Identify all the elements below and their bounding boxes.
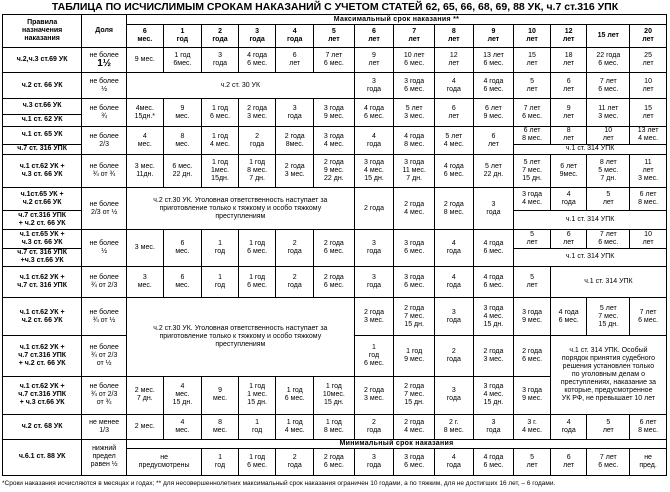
term-cell: 1 год <box>238 414 276 439</box>
term-cell: 3 года <box>473 188 514 230</box>
term-cell: 3 года 4 мес. 15 дн. <box>473 298 514 335</box>
share-cell: не более ½ <box>82 73 127 99</box>
term-cell: 3 мес. <box>127 267 164 298</box>
term-cell: 5 лет <box>514 448 551 475</box>
page-title: ТАБЛИЦА ПО ИСЧИСЛИМЫМ СРОКАМ НАКАЗАНИЙ С УЧЕТОМ СТАТЕЙ 62, 65, 66, 68, 69, 88 УК, ч.7 ст.316 УПК <box>51 1 619 13</box>
term-cell: 6 лет <box>550 229 587 248</box>
term-cell: 3 мес. <box>127 229 164 266</box>
header-term: 7 лет <box>394 25 435 48</box>
term-cell: 8 лет <box>550 127 587 145</box>
term-cell: 5 лет <box>587 414 630 439</box>
term-cell: 4 года <box>434 73 473 99</box>
term-cell: 1 год <box>202 448 239 475</box>
term-cell: 1 год 6 мес. <box>238 229 276 266</box>
rule-cell: ч.2,ч.3 ст.69 УК <box>3 48 82 73</box>
rule-cell: ч.3 ст.66 УК <box>3 99 82 115</box>
rule-cell: ч.1 ст.62 УК + ч.2 ст. 66 УК <box>3 298 82 335</box>
note-cell: ч.2 ст. 30 УК <box>127 73 355 99</box>
term-cell: 4 года 6 мес. <box>473 229 514 266</box>
na-cell: не пред. <box>630 448 667 475</box>
term-cell: 1 год 6 мес. <box>276 377 314 414</box>
header-min-term: Минимальный срок наказания <box>127 439 667 448</box>
term-cell: 4 года <box>434 229 473 266</box>
term-cell: 2 года <box>354 188 394 230</box>
term-cell: 2 года 7 мес. 15 дн. <box>394 377 435 414</box>
term-cell: 5 лет 7 мес. 15 дн. <box>514 155 551 188</box>
term-cell: 6 лет 9мес. <box>550 155 587 188</box>
term-cell: 7 лет 6 мес. <box>587 73 630 99</box>
term-cell: 2 года 8 мес. <box>434 188 473 230</box>
share-cell: не более 2/3 от ½ <box>82 188 127 230</box>
term-cell: 7 лет 6 мес. <box>587 229 630 248</box>
header-term: 1 год <box>163 25 202 48</box>
share-cell: не более ¾ от ¾ <box>82 155 127 188</box>
term-cell: 5 лет 3 мес. <box>394 99 435 127</box>
header-term: 2 года <box>202 25 239 48</box>
share-cell: не более ¾ <box>82 99 127 127</box>
term-cell: 3 мес. 11дн. <box>127 155 164 188</box>
term-cell: 1 год 1 мес. 15 дн. <box>238 377 276 414</box>
term-cell: 12 лет <box>434 48 473 73</box>
term-cell: 1 год 4 мес. <box>276 414 314 439</box>
term-cell: 3 года 4 мес. 15 дн. <box>354 155 394 188</box>
header-term: 6 мес. <box>127 25 164 48</box>
term-cell: 5 лет 4 мес. <box>434 127 473 155</box>
rule-cell: ч.2 ст. 66 УК <box>3 73 82 99</box>
share-cell: не более 2/3 <box>82 127 127 155</box>
term-cell: 6 мес. <box>163 267 202 298</box>
term-cell: 2 года 3 мес. <box>276 155 314 188</box>
term-cell: 3 года 9 мес. <box>514 377 551 414</box>
term-cell: 2 года 6 мес. <box>314 229 355 266</box>
term-cell: 10 лет 6 мес. <box>394 48 435 73</box>
term-cell: 4 года 8 мес. <box>394 127 435 155</box>
term-cell: 1 год 8 мес. 7 дн. <box>238 155 276 188</box>
rule-cell: ч.1ст.65 УК + ч.2 ст.66 УК <box>3 188 82 211</box>
term-cell: 4 года 6 мес. <box>434 155 473 188</box>
term-cell: 3 года <box>434 298 473 335</box>
term-cell: 2 года 9 мес. 22 дн. <box>314 155 355 188</box>
term-cell: 4 года 6 мес. <box>473 267 514 298</box>
term-cell: 3 года 9 мес. <box>314 99 355 127</box>
term-cell: 7 лет 6 мес. <box>514 99 551 127</box>
term-cell: 4 года 6 мес. <box>354 99 394 127</box>
term-cell: 3 года <box>354 448 394 475</box>
term-cell: 6 лет 8 мес. <box>630 414 667 439</box>
share-cell: не менее 1/3 <box>82 414 127 439</box>
term-cell: 1 год 6 мес. <box>202 99 239 127</box>
term-cell: 6 лет <box>473 127 514 155</box>
term-cell: 1 год 4 мес. <box>202 127 239 155</box>
term-cell: 11 лет 3 мес. <box>630 155 667 188</box>
term-cell: 3 года <box>354 73 394 99</box>
rule-cell: ч.2 ст. 68 УК <box>3 414 82 439</box>
share-cell: не более ¾ от 2/3 <box>82 267 127 298</box>
rule-cell: ч.7 ст. 316 УПК +ч.3 ст.66 УК <box>3 248 82 267</box>
term-cell: 2 года <box>276 448 314 475</box>
term-cell: 2 года 8мес. <box>276 127 314 155</box>
note-cell: ч.2 ст.30 УК. Уголовная ответственность наступает за приготовление только к тяжкому и особо тяжкому преступлениям <box>127 298 355 377</box>
term-cell: 5 лет 22 дн. <box>473 155 514 188</box>
rule-cell: ч.6.1 ст. 88 УК <box>3 439 82 475</box>
term-cell: 4 года 6 мес. <box>473 448 514 475</box>
header-term: 8 лет <box>434 25 473 48</box>
term-cell: 1 год <box>202 267 239 298</box>
term-cell: 10 лет <box>630 229 667 248</box>
term-cell: 2 года <box>276 229 314 266</box>
share-cell: не более ¾ от 2/3 от ½ <box>82 335 127 377</box>
term-cell: 5 лет <box>514 267 551 298</box>
term-cell: 2 мес. 7 дн. <box>127 377 164 414</box>
term-cell: 9 лет <box>354 48 394 73</box>
term-cell: 8 лет 5 мес. 7 дн. <box>587 155 630 188</box>
term-cell: 3 года <box>202 48 239 73</box>
term-cell: 2 года <box>434 335 473 377</box>
term-cell: 2 года 4 мес. <box>394 414 435 439</box>
rule-cell: ч.1 ст.62 УК + ч.7 ст.316 УПК + ч.3 ст.66 УК <box>3 377 82 414</box>
term-cell: 22 года 6 мес. <box>587 48 630 73</box>
term-cell: 8 мес. <box>202 414 239 439</box>
rule-cell: ч.1 ст.62 УК + ч.7 ст. 316 УПК <box>3 267 82 298</box>
term-cell: 3 года 9 мес. <box>514 298 551 335</box>
term-cell: 4 года 6 мес. <box>550 298 587 335</box>
term-cell: 5 лет 7 мес. 15 дн. <box>587 298 630 335</box>
header-term: 15 лет <box>587 25 630 48</box>
term-cell: 9 мес. <box>202 377 239 414</box>
term-cell: 1 год <box>202 229 239 266</box>
term-cell: 2 года 3 мес. <box>238 99 276 127</box>
header-rule: Правила назначения наказания <box>3 15 82 48</box>
term-cell: 13 лет 6 мес. <box>473 48 514 73</box>
term-cell: 1 год 6мес. <box>163 48 202 73</box>
term-cell: 2 года 6 мес. <box>514 335 551 377</box>
term-cell: 1 год 10мес. 15 дн. <box>314 377 355 414</box>
term-cell: 3 года 6 мес. <box>394 448 435 475</box>
term-cell: 15 лет <box>514 48 551 73</box>
term-cell: 2 года 6 мес. <box>314 448 355 475</box>
term-cell: 3 года <box>354 229 394 266</box>
term-cell: 1 год 9 мес. <box>394 335 435 377</box>
share-cell: не более 1½ <box>82 48 127 73</box>
rule-cell: ч.7 ст. 316 УПК <box>3 144 82 154</box>
term-cell: 2 года 4 мес. <box>394 188 435 230</box>
header-term: 3 года <box>238 25 276 48</box>
term-cell: 6 лет <box>550 448 587 475</box>
share-cell: не более ¾ от ½ <box>82 298 127 335</box>
term-cell: 6 лет 9 мес. <box>473 99 514 127</box>
term-cell: 1 год 6 мес. <box>238 448 276 475</box>
header-share: Доля <box>82 15 127 48</box>
na-cell: не предусмотрены <box>127 448 202 475</box>
term-cell: 3 года 6 мес. <box>394 229 435 266</box>
share-cell: не более ½ <box>82 229 127 266</box>
term-cell: 25 лет <box>630 48 667 73</box>
term-cell: 4 мес. <box>163 414 202 439</box>
term-cell: 3 года <box>354 267 394 298</box>
note-cell: ч.1 ст. 314 УПК <box>550 267 666 298</box>
rule-cell: ч.7 ст.316 УПК + ч.2 ст. 66 УК <box>3 211 82 230</box>
rule-cell: ч.1 ст.62 УК + ч.7 ст.316 УПК + ч.2 ст. 66 УК <box>3 335 82 377</box>
rule-cell: ч.1 ст. 65 УК <box>3 127 82 145</box>
term-cell: 7 лет 6 мес. <box>630 298 667 335</box>
term-cell: 5 лет <box>514 73 551 99</box>
rule-cell: ч.1 ст.62 УК + ч.3 ст. 66 УК <box>3 155 82 188</box>
term-cell: 3 года 6 мес. <box>394 73 435 99</box>
term-cell: 6 лет 8 мес. <box>630 188 667 211</box>
term-cell: 6 мес. 22 дн. <box>163 155 202 188</box>
term-cell: 2 мес. <box>127 414 164 439</box>
term-cell: 6 лет 8 мес. <box>514 127 551 145</box>
term-cell: 3 года 11 мес. 7 дн. <box>394 155 435 188</box>
term-cell: 4 мес. <box>127 127 164 155</box>
term-cell: 4 года <box>354 127 394 155</box>
note-cell: ч.2 ст.30 УК. Уголовная ответственность наступает за приготовление только к тяжкому и особо тяжкому преступлениям <box>127 188 355 230</box>
note-cell: ч.1 ст. 314 УПК <box>514 211 667 230</box>
term-cell: 10 лет <box>630 73 667 99</box>
term-cell: 6 лет <box>434 99 473 127</box>
term-cell: 11 лет 3 мес. <box>587 99 630 127</box>
term-cell: 9 лет <box>550 99 587 127</box>
term-cell: 18 лет <box>550 48 587 73</box>
term-cell: 4 года <box>434 267 473 298</box>
term-cell: 2 года <box>238 127 276 155</box>
term-cell: 3 года 4 мес. 15 дн. <box>473 377 514 414</box>
sentencing-table <box>2 14 667 476</box>
note-cell: ч.1 ст. 314 УПК. Особый порядок принятия судебного решения установлен только по уголовным делам о преступлениях, наказание за которые, предусмотренное УК РФ, не превышает 10 лет <box>550 335 666 414</box>
term-cell: 2 года 6 мес. <box>314 267 355 298</box>
term-cell: 9 мес. <box>127 48 164 73</box>
term-cell: 2 года 7 мес. 15 дн. <box>394 298 435 335</box>
term-cell: 3 года <box>473 414 514 439</box>
term-cell: 5 лет <box>587 188 630 211</box>
term-cell: 6 лет <box>276 48 314 73</box>
term-cell: 2 года 3 мес. <box>354 298 394 335</box>
term-cell: 3 года 6 мес. <box>394 267 435 298</box>
term-cell: 8 мес. <box>163 127 202 155</box>
term-cell: 13 лет 4 мес. <box>630 127 667 145</box>
header-term: 12 лет <box>550 25 587 48</box>
term-cell: 5 лет <box>514 229 551 248</box>
term-cell: 4 года <box>550 188 587 211</box>
term-cell: 4 года 6 мес. <box>473 73 514 99</box>
term-cell: 1 год 6 мес. <box>238 267 276 298</box>
term-cell: 4 года <box>550 414 587 439</box>
header-term: 5 лет <box>314 25 355 48</box>
term-cell: 1 год 1мес. 15дн. <box>202 155 239 188</box>
term-cell: 2 года <box>276 267 314 298</box>
term-cell: 2 года 3 мес. <box>354 377 394 414</box>
term-cell: 6 лет <box>550 73 587 99</box>
header-term: 20 лет <box>630 25 667 48</box>
share-cell: нижний предел равен ½ <box>82 439 127 475</box>
term-cell: 3 года <box>434 377 473 414</box>
term-cell: 15 лет <box>630 99 667 127</box>
rule-cell: ч.1 ст.65 УК + ч.3 ст. 66 УК <box>3 229 82 248</box>
term-cell: 3 года 4 мес. <box>514 188 551 211</box>
note-cell: ч.1 ст. 314 УПК <box>514 248 667 267</box>
header-term: 6 лет <box>354 25 394 48</box>
term-cell: 9 мес. <box>163 99 202 127</box>
header-term: 10 лет <box>514 25 551 48</box>
note-cell: ч.1 ст. 314 УПК <box>514 144 667 154</box>
term-cell: 4мес. 15дн.* <box>127 99 164 127</box>
term-cell: 4 года 6 мес. <box>238 48 276 73</box>
header-term: 9 лет <box>473 25 514 48</box>
header-max-term: Максимальный срок наказания ** <box>127 15 667 25</box>
header-term: 4 года <box>276 25 314 48</box>
term-cell: 7 лет 6 мес. <box>314 48 355 73</box>
term-cell: 6 мес. <box>163 229 202 266</box>
share-cell: не более ¾ от 2/3 от ¾ <box>82 377 127 414</box>
term-cell: 4 года <box>434 448 473 475</box>
term-cell: 2 г. 8 мес. <box>434 414 473 439</box>
rule-cell: ч.1 ст. 62 УК <box>3 114 82 126</box>
term-cell: 2 года 3 мес. <box>473 335 514 377</box>
term-cell: 7 лет 6 мес. <box>587 448 630 475</box>
term-cell: 3 года <box>276 99 314 127</box>
footnote: *Сроки наказания исчисляются в месяцах и годах; ** для несовершеннолетних максимальный срок наказания ограничен 10 годами, а по тяжким, для не достигших 16 лет, – 6 годами. <box>2 480 556 487</box>
term-cell: 3 г. 4 мес. <box>514 414 551 439</box>
term-cell: 1 год 8 мес. <box>314 414 355 439</box>
term-cell: 2 года <box>354 414 394 439</box>
term-cell: 10 лет <box>587 127 630 145</box>
term-cell: 3 года 4 мес. <box>314 127 355 155</box>
term-cell: 1 год 6 мес. <box>354 335 394 377</box>
term-cell: 4 мес. 15 дн. <box>163 377 202 414</box>
